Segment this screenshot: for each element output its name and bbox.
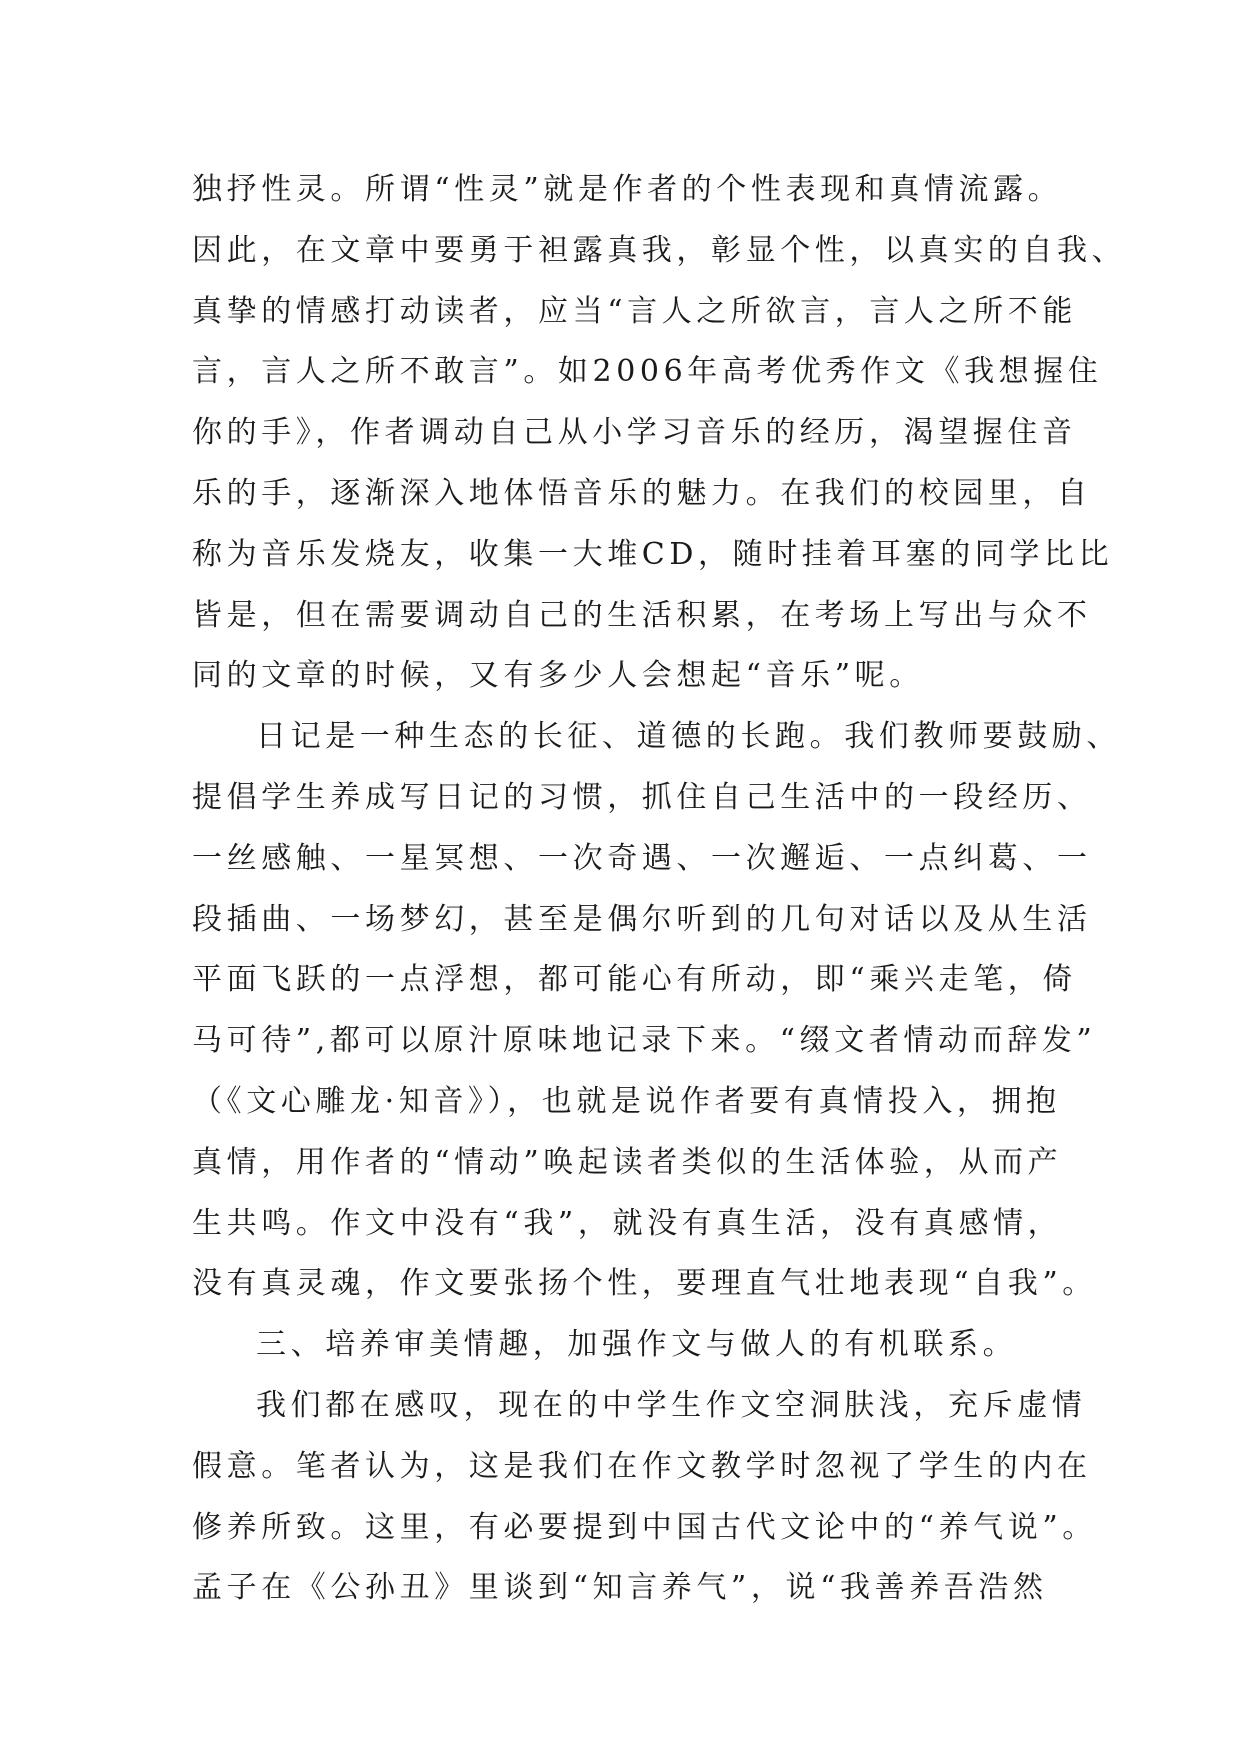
text-line: 马可待”,都可以原汁原味地记录下来。“缀文者情动而辞发”: [192, 1023, 1097, 1059]
text-line: 修养所致。这里，有必要提到中国古代文论中的“养气说”。: [192, 1509, 1097, 1545]
text-line: 因此，在文章中要勇于袒露真我，彰显个性，以真实的自我、: [192, 232, 1127, 268]
text-line: 假意。笔者认为，这是我们在作文教学时忽视了学生的内在: [192, 1448, 1092, 1484]
text-line: 一丝感触、一星冥想、一次奇遇、一次邂逅、一点纠葛、一: [192, 840, 1092, 876]
text-line: 你的手》，作者调动自己从小学习音乐的经历，渴望握住音: [192, 415, 1077, 451]
text-line: 段插曲、一场梦幻，甚至是偶尔听到的几句对话以及从生活: [192, 901, 1092, 937]
text-line: （《文心雕龙·知音》），也就是说作者要有真情投入，拥抱: [192, 1083, 1061, 1119]
text-line: 皆是，但在需要调动自己的生活积累，在考场上写出与众不: [192, 597, 1092, 633]
paragraph-start-line: 日记是一种生态的长征、道德的长跑。我们教师要鼓励、: [256, 719, 1121, 755]
text-line: 没有真灵魂，作文要张扬个性，要理直气壮地表现“自我”。: [192, 1266, 1097, 1302]
section-heading: 三、培养审美情趣，加强作文与做人的有机联系。: [256, 1327, 1018, 1363]
text-line: 真情，用作者的“情动”唤起读者类似的生活体验，从而产: [192, 1144, 1063, 1180]
text-line: 称为音乐发烧友，收集一大堆CD，随时挂着耳塞的同学比比: [192, 536, 1114, 572]
paragraph-start-line: 我们都在感叹，现在的中学生作文空洞肤浅，充斥虚情: [256, 1387, 1087, 1423]
text-line: 平面飞跃的一点浮想，都可能心有所动，即“乘兴走笔，倚: [192, 962, 1077, 998]
text-line: 乐的手，逐渐深入地体悟音乐的魅力。在我们的校园里，自: [192, 475, 1092, 511]
text-line: 真挚的情感打动读者，应当“言人之所欲言，言人之所不能: [192, 293, 1077, 329]
text-line: 提倡学生养成写日记的习惯，抓住自己生活中的一段经历、: [192, 779, 1092, 815]
text-line: 同的文章的时候，又有多少人会想起“音乐”呢。: [192, 658, 924, 694]
text-line: 孟子在《公孙丑》里谈到“知言养气”，说“我善养吾浩然: [192, 1570, 1048, 1606]
text-line: 生共鸣。作文中没有“我”，就没有真生活，没有真感情，: [192, 1205, 1063, 1241]
body-text: [192, 160, 1127, 1619]
text-line: 独抒性灵。所谓“性灵”就是作者的个性表现和真情流露。: [192, 172, 1063, 207]
text-line: 言，言人之所不敢言”。如2006年高考优秀作文《我想握住: [192, 354, 1103, 390]
